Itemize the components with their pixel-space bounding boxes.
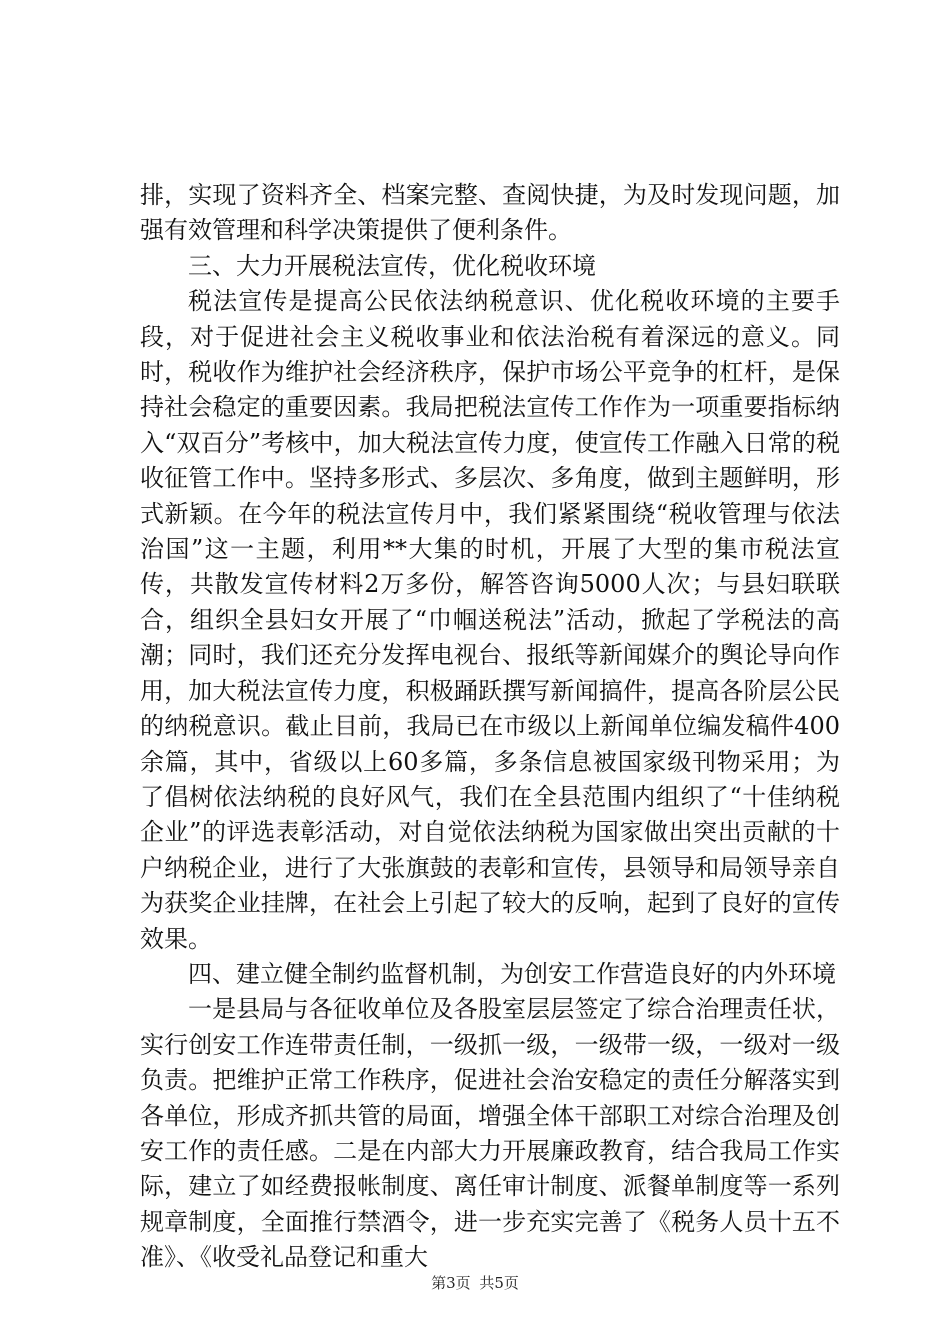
page-total: 共5页 [479, 1274, 519, 1292]
paragraph-tax-publicity: 税法宣传是提高公民依法纳税意识、优化税收环境的主要手段，对于促进社会主义税收事业和依法治税有着深远的意义。同时，税收作为维护社会经济秩序，保护市场公平竞争的杠杆，是保持社会稳定的重要因素。我局把税法宣传工作作为一项重要指标纳入“双百分”考核中，加大税法宣传力度，使宣传工作融入日常的税收征管工作中。坚持多形式、多层次、多角度，做到主题鲜明，形式新颖。在今年的税法宣传月中，我们紧紧围绕“税收管理与依法治国”这一主题，利用**大集的时机，开展了大型的集市税法宣传，共散发宣传材料2万多份，解答咨询5000人次；与县妇联联合，组织全县妇女开展了“巾帼送税法”活动，掀起了学税法的高潮；同时，我们还充分发挥电视台、报纸等新闻媒介的舆论导向作用，加大税法宣传力度，积极踊跃撰写新闻搞件，提高各阶层公民的纳税意识。截止目前，我局已在市级以上新闻单位编发稿件400余篇，其中，省级以上60多篇，多条信息被国家级刊物采用；为了倡树依法纳税的良好风气，我们在全县范围内组织了“十佳纳税企业”的评选表彰活动，对自觉依法纳税为国家做出突出贡献的十户纳税企业，进行了大张旗鼓的表彰和宣传，县领导和局领导亲自为获奖企业挂牌，在社会上引起了较大的反响，起到了良好的宣传效果。 [140, 287, 840, 953]
page-number: 第3页 [431, 1274, 471, 1292]
paragraph-continuation: 排，实现了资料齐全、档案完整、查阅快捷，为及时发现问题，加强有效管理和科学决策提供了便利条件。 [140, 181, 840, 245]
page-footer [0, 1272, 950, 1293]
section-heading-three: 三、大力开展税法宣传，优化税收环境 [188, 251, 596, 280]
section-heading-four: 四、建立健全制约监督机制，为创安工作营造良好的内外环境 [188, 959, 836, 988]
paragraph-supervision: 一是县局与各征收单位及各股室层层签定了综合治理责任状，实行创安工作连带责任制，一级抓一级，一级带一级，一级对一级负责。把维护正常工作秩序，促进社会治安稳定的责任分解落实到各单位，形成齐抓共管的局面，增强全体干部职工对综合治理及创安工作的责任感。二是在内部大力开展廉政教育，结合我局工作实际，建立了如经费报帐制度、离任审计制度、派餐单制度等一系列规章制度，全面推行禁酒令，进一步充实完善了《税务人员十五不准》、《收受礼品登记和重大 [140, 995, 840, 1272]
document-body [140, 178, 840, 1276]
